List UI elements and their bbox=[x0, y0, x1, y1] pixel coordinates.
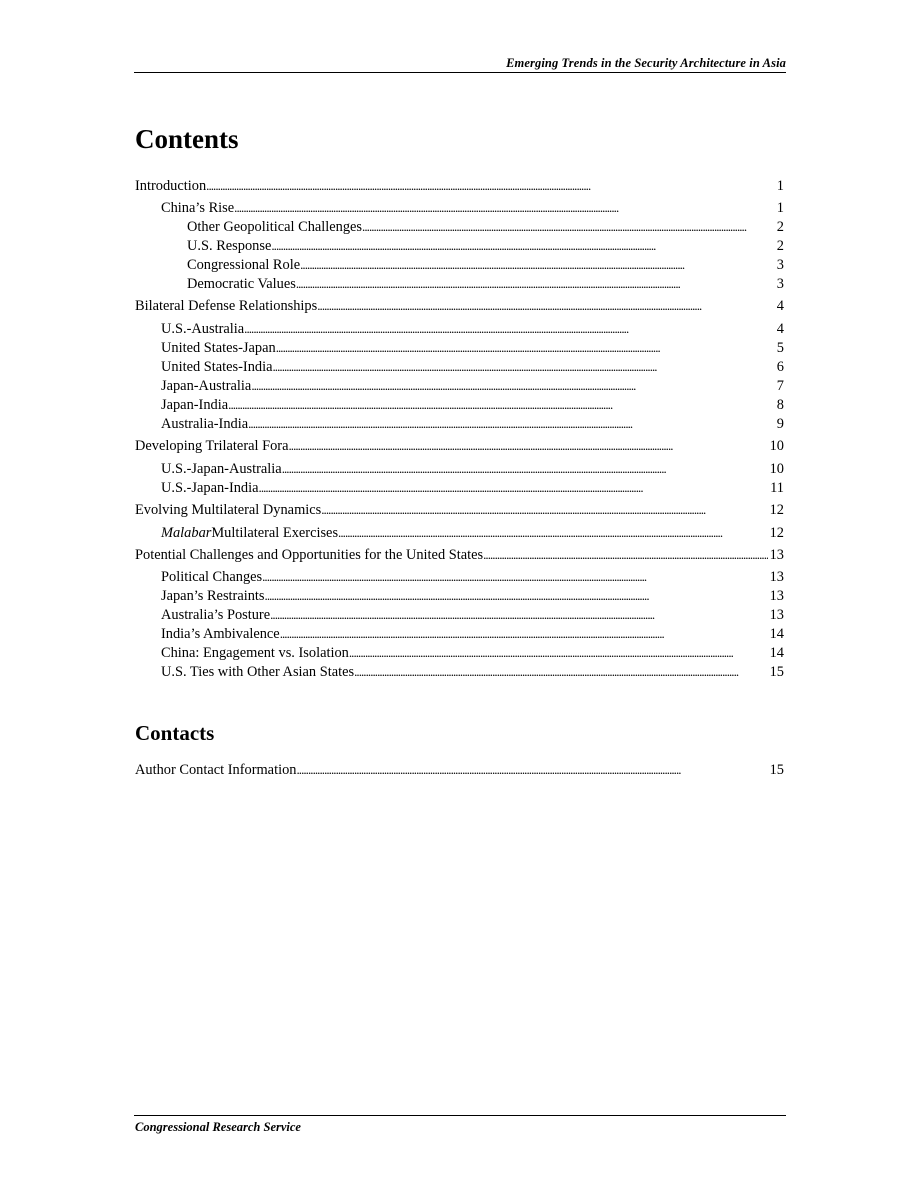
toc-entry-title: U.S.-Australia bbox=[161, 321, 245, 337]
toc-leader bbox=[362, 217, 775, 237]
toc-entry-title: Japan-India bbox=[161, 397, 229, 413]
toc-entry-introduction[interactable] bbox=[135, 176, 784, 195]
toc-entry-title-rest: Multilateral Exercises bbox=[211, 525, 339, 541]
toc-leader bbox=[259, 478, 769, 498]
toc-entry-title: Japan-Australia bbox=[161, 378, 252, 394]
toc-leader bbox=[276, 338, 775, 358]
toc-entry-chinas-rise[interactable] bbox=[161, 198, 784, 217]
running-header: Emerging Trends in the Security Architecture in Asia bbox=[506, 56, 786, 70]
toc-entry-us-ties-other-asian-states[interactable] bbox=[161, 662, 784, 681]
toc-page-number: 15 bbox=[769, 762, 784, 778]
toc-entry-title: United States-Japan bbox=[161, 340, 276, 356]
toc-entry-title: Japan’s Restraints bbox=[161, 588, 265, 604]
toc-page-number: 2 bbox=[776, 219, 784, 235]
toc-entry-united-states-india[interactable] bbox=[161, 357, 784, 376]
toc-entry-united-states-japan[interactable] bbox=[161, 338, 784, 357]
toc-page-number: 8 bbox=[776, 397, 784, 413]
toc-page-number: 13 bbox=[769, 547, 784, 563]
toc-entry-china-engagement-vs-isolation[interactable] bbox=[161, 643, 784, 662]
toc-leader bbox=[234, 198, 775, 218]
toc-page-number: 3 bbox=[776, 276, 784, 292]
toc-entry-australias-posture[interactable] bbox=[161, 605, 784, 624]
toc-entry-evolving-multilateral-dynamics[interactable] bbox=[135, 500, 784, 519]
toc-leader bbox=[317, 296, 775, 316]
contents-heading: Contents bbox=[135, 124, 239, 154]
toc-page-number: 9 bbox=[776, 416, 784, 432]
toc-leader bbox=[300, 255, 775, 275]
toc-entry-other-geopolitical-challenges[interactable] bbox=[187, 217, 784, 236]
toc-leader bbox=[349, 643, 768, 663]
toc-page-number: 13 bbox=[769, 588, 784, 604]
toc-entry-title: Introduction bbox=[135, 178, 207, 194]
toc-entry-bilateral-defense-relationships[interactable] bbox=[135, 296, 784, 315]
toc-entry-us-australia[interactable] bbox=[161, 319, 784, 338]
toc-entry-australia-india[interactable] bbox=[161, 414, 784, 433]
toc-page-number: 10 bbox=[769, 438, 784, 454]
toc-entry-title: Author Contact Information bbox=[135, 762, 297, 778]
toc-leader bbox=[248, 414, 775, 434]
toc-entry-title: China’s Rise bbox=[161, 200, 235, 216]
toc-entry-title-italic: Malabar bbox=[161, 525, 212, 541]
toc-page-number: 1 bbox=[776, 178, 784, 194]
toc-entry-us-japan-india[interactable] bbox=[161, 478, 784, 497]
toc-entry-title: United States-India bbox=[161, 359, 273, 375]
toc-entry-title: U.S.-Japan-India bbox=[161, 480, 259, 496]
toc-page-number: 1 bbox=[776, 200, 784, 216]
toc-entry-title: Developing Trilateral Fora bbox=[135, 438, 289, 454]
toc-leader bbox=[321, 500, 767, 520]
toc-page-number: 3 bbox=[776, 257, 784, 273]
toc-leader bbox=[206, 176, 775, 196]
footer-rule bbox=[134, 1115, 786, 1116]
running-footer: Congressional Research Service bbox=[135, 1120, 301, 1134]
toc-page-number: 11 bbox=[770, 480, 784, 496]
toc-entry-indias-ambivalence[interactable] bbox=[161, 624, 784, 643]
toc-page-number: 7 bbox=[776, 378, 784, 394]
toc-entry-japan-australia[interactable] bbox=[161, 376, 784, 395]
toc-page-number: 14 bbox=[769, 645, 784, 661]
toc-entry-title: Political Changes bbox=[161, 569, 263, 585]
toc-page-number: 14 bbox=[769, 626, 784, 642]
header-rule bbox=[134, 72, 786, 73]
toc-entry-democratic-values[interactable] bbox=[187, 274, 784, 293]
toc-leader bbox=[296, 274, 775, 294]
toc-leader bbox=[288, 436, 767, 456]
toc-entry-title: Congressional Role bbox=[187, 257, 301, 273]
toc-page-number: 2 bbox=[776, 238, 784, 254]
toc-page-number: 4 bbox=[776, 321, 784, 337]
toc-page-number: 13 bbox=[769, 569, 784, 585]
toc-page-number: 10 bbox=[769, 461, 784, 477]
toc-leader bbox=[273, 357, 775, 377]
toc-entry-potential-challenges[interactable] bbox=[135, 545, 784, 564]
toc-entry-japan-india[interactable] bbox=[161, 395, 784, 414]
toc-leader bbox=[251, 376, 774, 396]
toc-entry-title: Potential Challenges and Opportunities for the United States bbox=[135, 547, 484, 563]
toc-entry-title: Australia-India bbox=[161, 416, 249, 432]
toc-entry-title: U.S.-Japan-Australia bbox=[161, 461, 282, 477]
toc-leader bbox=[282, 459, 768, 479]
toc-leader bbox=[271, 236, 774, 256]
toc-entry-title: U.S. Response bbox=[187, 238, 272, 254]
toc-entry-title: U.S. Ties with Other Asian States bbox=[161, 664, 355, 680]
toc-leader bbox=[296, 760, 767, 780]
toc-leader bbox=[265, 586, 768, 606]
toc-entry-us-response[interactable] bbox=[187, 236, 784, 255]
toc-page-number: 5 bbox=[776, 340, 784, 356]
toc-page-number: 12 bbox=[769, 525, 784, 541]
toc-page-number: 13 bbox=[769, 607, 784, 623]
toc-entry-political-changes[interactable] bbox=[161, 567, 784, 586]
toc-leader bbox=[228, 395, 775, 415]
toc-entry-title: Bilateral Defense Relationships bbox=[135, 298, 318, 314]
toc-leader bbox=[244, 319, 775, 339]
toc-entry-congressional-role[interactable] bbox=[187, 255, 784, 274]
toc-page-number: 12 bbox=[769, 502, 784, 518]
toc-leader bbox=[483, 545, 768, 565]
toc-leader bbox=[338, 523, 768, 543]
toc-leader bbox=[270, 605, 767, 625]
toc-entry-title: Other Geopolitical Challenges bbox=[187, 219, 363, 235]
toc-entry-malabar-multilateral-exercises[interactable] bbox=[161, 523, 784, 542]
toc-entry-japans-restraints[interactable] bbox=[161, 586, 784, 605]
toc-entry-developing-trilateral-fora[interactable] bbox=[135, 436, 784, 455]
toc-entry-title: China: Engagement vs. Isolation bbox=[161, 645, 349, 661]
toc-leader bbox=[354, 662, 768, 682]
toc-entry-title: India’s Ambivalence bbox=[161, 626, 280, 642]
toc-entry-title: Evolving Multilateral Dynamics bbox=[135, 502, 322, 518]
toc-page-number: 15 bbox=[769, 664, 784, 680]
toc-entry-us-japan-australia[interactable] bbox=[161, 459, 784, 478]
contacts-heading: Contacts bbox=[135, 721, 215, 745]
toc-entry-title: Australia’s Posture bbox=[161, 607, 271, 623]
toc-leader bbox=[262, 567, 767, 587]
toc-page-number: 6 bbox=[776, 359, 784, 375]
toc-page-number: 4 bbox=[776, 298, 784, 314]
toc-entry-title: Democratic Values bbox=[187, 276, 296, 292]
toc-entry-author-contact-information[interactable] bbox=[135, 760, 784, 779]
toc-leader bbox=[280, 624, 768, 644]
